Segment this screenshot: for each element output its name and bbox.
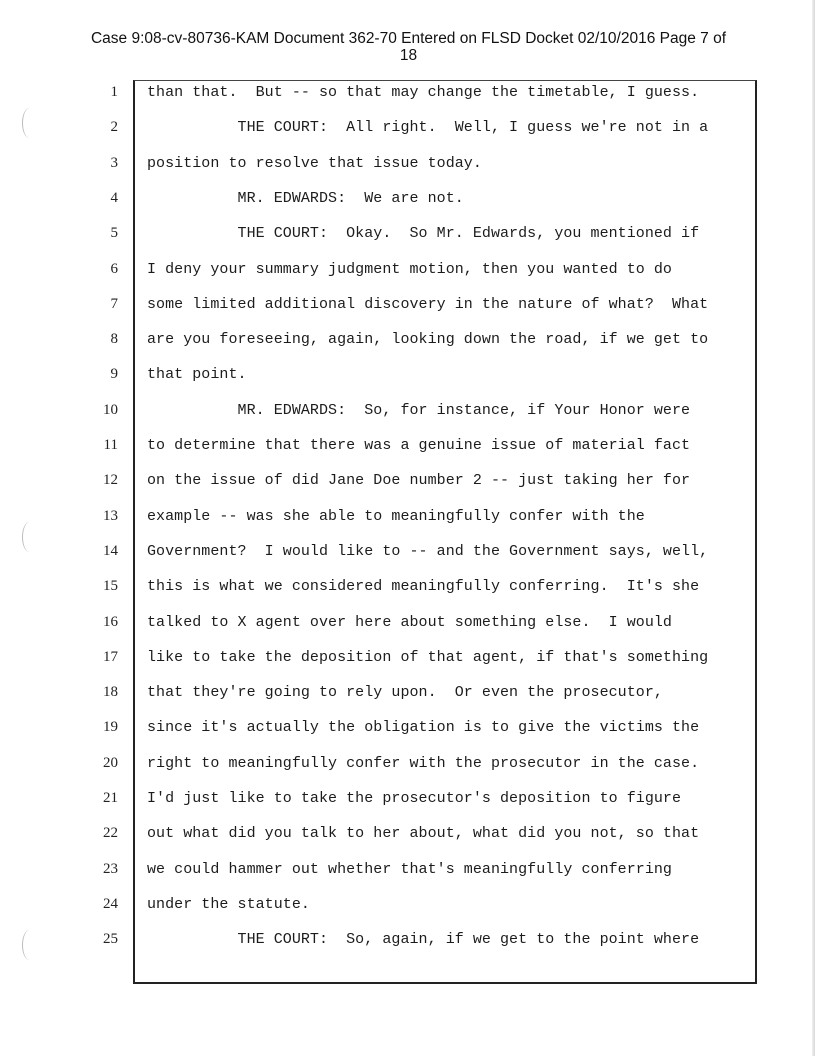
line-number: 16	[103, 613, 118, 630]
transcript-line	[0, 821, 817, 857]
transcript-line	[0, 257, 817, 293]
docket-header-line1: Case 9:08-cv-80736-KAM Document 362-70 Entered on FLSD Docket 02/10/2016 Page 7 of	[90, 30, 726, 47]
transcript-line	[0, 433, 817, 469]
line-number: 23	[103, 860, 118, 877]
transcript-line	[0, 786, 817, 822]
punch-hole-mark	[22, 522, 37, 552]
line-number: 9	[110, 366, 118, 383]
line-text: THE COURT: So, again, if we get to the point where	[147, 931, 700, 949]
line-number: 3	[110, 154, 118, 171]
line-number: 5	[110, 225, 118, 242]
page-edge	[812, 0, 815, 1056]
punch-hole-mark	[22, 930, 37, 960]
line-text: position to resolve that issue today.	[147, 154, 482, 172]
line-number: 4	[110, 189, 118, 206]
docket-header-line2: 18	[399, 47, 418, 64]
line-text: Government? I would like to -- and the Government says, well,	[147, 542, 709, 560]
line-number: 13	[103, 507, 118, 524]
transcript-line	[0, 186, 817, 222]
line-number: 25	[103, 931, 118, 948]
line-text: are you foreseeing, again, looking down the road, if we get to	[147, 331, 709, 349]
line-text: than that. But -- so that may change the timetable, I guess.	[147, 84, 700, 101]
transcript-line	[0, 539, 817, 575]
transcript-line	[0, 80, 817, 116]
line-text: THE COURT: Okay. So Mr. Edwards, you mentioned if	[147, 225, 700, 243]
line-number: 12	[103, 472, 118, 489]
transcript-line	[0, 927, 817, 963]
line-text: that point.	[147, 366, 247, 384]
transcript-line	[0, 857, 817, 893]
line-number: 8	[110, 331, 118, 348]
line-text: example -- was she able to meaningfully confer with the	[147, 507, 645, 525]
line-number: 18	[103, 684, 118, 701]
transcript-line	[0, 574, 817, 610]
line-text: like to take the deposition of that agent, if that's something	[147, 648, 709, 666]
line-text: since it's actually the obligation is to give the victims the	[147, 719, 700, 737]
line-number: 1	[110, 84, 118, 100]
transcript-line	[0, 115, 817, 151]
transcript-line	[0, 327, 817, 363]
line-number: 20	[103, 754, 118, 771]
transcript-line	[0, 398, 817, 434]
transcript-line	[0, 680, 817, 716]
line-text: we could hammer out whether that's meaningfully conferring	[147, 860, 672, 878]
punch-hole-mark	[22, 108, 37, 138]
line-number: 17	[103, 648, 118, 665]
line-number: 11	[103, 437, 118, 453]
line-number: 10	[103, 401, 118, 418]
line-text: THE COURT: All right. Well, I guess we're not in a	[147, 119, 709, 137]
line-text: to determine that there was a genuine issue of material fact	[147, 437, 691, 454]
line-text: right to meaningfully confer with the prosecutor in the case.	[147, 754, 700, 772]
line-text: MR. EDWARDS: We are not.	[147, 189, 464, 207]
line-text: some limited additional discovery in the nature of what? What	[147, 295, 709, 313]
line-number: 7	[110, 295, 118, 312]
line-number: 6	[110, 260, 118, 277]
transcript-line	[0, 645, 817, 681]
docket-header	[0, 30, 817, 64]
line-number: 24	[103, 895, 118, 912]
transcript-line	[0, 151, 817, 187]
transcript-line	[0, 892, 817, 928]
line-number: 21	[103, 790, 118, 806]
line-text: I'd just like to take the prosecutor's deposition to figure	[147, 790, 682, 807]
line-text: I deny your summary judgment motion, then you wanted to do	[147, 260, 672, 278]
line-number: 15	[103, 578, 118, 595]
transcript-line	[0, 610, 817, 646]
line-number: 19	[103, 719, 118, 736]
line-text: out what did you talk to her about, what did you not, so that	[147, 825, 700, 843]
line-number: 14	[103, 542, 118, 559]
transcript-line	[0, 715, 817, 751]
line-number: 22	[103, 825, 118, 842]
transcript-line	[0, 468, 817, 504]
line-text: this is what we considered meaningfully conferring. It's she	[147, 578, 700, 596]
transcript-line	[0, 221, 817, 257]
line-text: under the statute.	[147, 895, 310, 913]
line-text: MR. EDWARDS: So, for instance, if Your Honor were	[147, 401, 691, 419]
transcript-line	[0, 751, 817, 787]
transcript-line	[0, 362, 817, 398]
line-number: 2	[110, 119, 118, 136]
line-text: talked to X agent over here about something else. I would	[147, 613, 672, 631]
line-text: on the issue of did Jane Doe number 2 -- just taking her for	[147, 472, 691, 490]
line-text: that they're going to rely upon. Or even the prosecutor,	[147, 684, 663, 702]
transcript-line	[0, 504, 817, 540]
transcript-line	[0, 292, 817, 328]
